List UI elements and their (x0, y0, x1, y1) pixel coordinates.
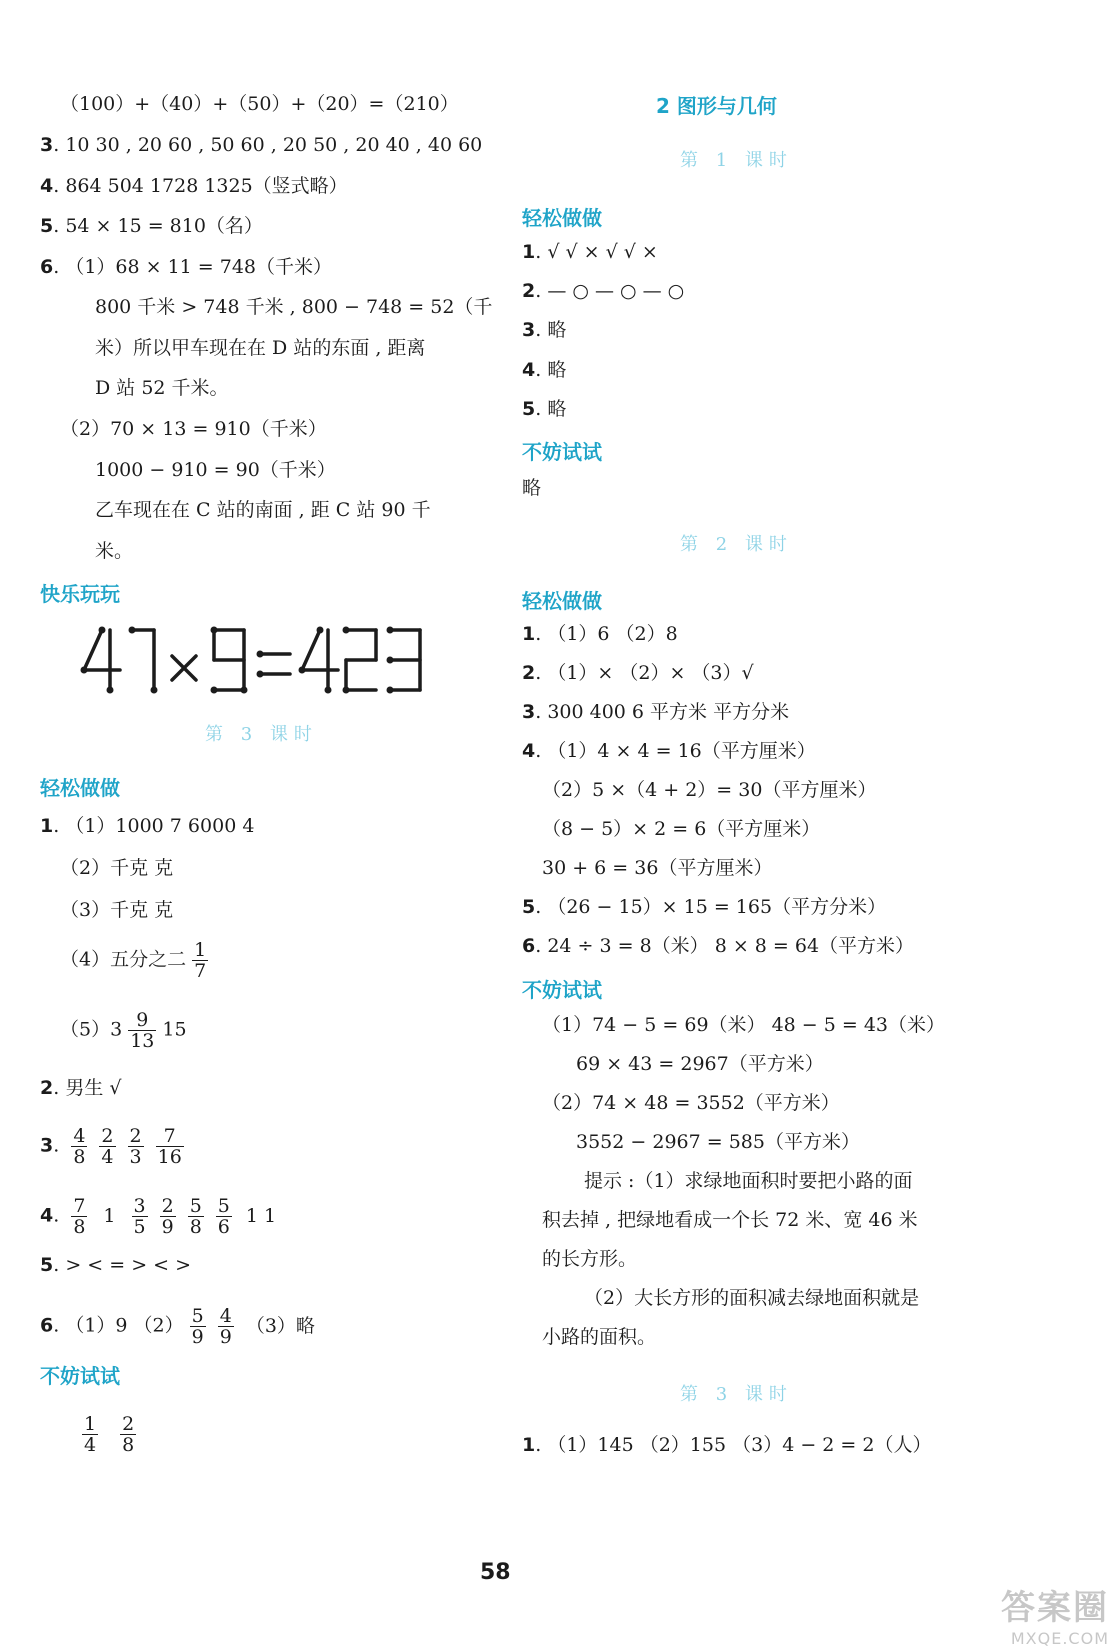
item-number: 5 (40, 215, 54, 237)
answer-line: （100）+（40）+（50）+（20）=（210） (60, 93, 459, 115)
hint-line: 提示 :（1）求绿地面积时要把小路的面 (584, 1170, 913, 1192)
answer-p3: 3. $\frac{4}{8}$ $\frac{2}{4}$ $\frac{2}{3}$ $\frac{7}{16}$ (40, 1125, 182, 1168)
answer-line: D 站 52 千米。 (95, 377, 229, 399)
section-heading-happy: 快乐玩玩 (40, 582, 120, 606)
watermark-title: 答案圈 (1001, 1588, 1109, 1628)
item-number: 4 (40, 175, 54, 197)
answer-s1: 1. （1）6 （2）8 (522, 623, 678, 645)
chapter-title: 2 图形与几何 (656, 94, 777, 118)
answer-p6: 6. （1）9 （2） $\frac{5}{9}$ $\frac{4}{9}$ （3）略 (40, 1305, 315, 1348)
item-text: 15 (162, 1018, 187, 1041)
fraction: $\frac{5}{9}$ (191, 1305, 204, 1348)
fraction: $\frac{2}{8}$ (122, 1413, 135, 1456)
item-text: . 10 30 , 20 60 , 50 60 , 20 50 , 20 40 , 40 60 (53, 134, 483, 156)
answer-s6: 6. 24 ÷ 3 = 8（米） 8 × 8 = 64（平方米） (522, 935, 915, 957)
item-text: （5）3 (60, 1018, 123, 1041)
fraction: $\frac{7}{16}$ (157, 1125, 182, 1168)
fraction: $\frac{1}{7}$ (194, 939, 207, 982)
lesson-title-2: 第 2 课时 (680, 534, 793, 555)
section-heading-try: 不妨试试 (522, 978, 602, 1002)
fraction: $\frac{2}{9}$ (161, 1195, 174, 1238)
answer-line: 30 + 6 = 36（平方厘米） (542, 857, 773, 879)
section-heading-easy: 轻松做做 (40, 776, 120, 800)
answer-p2 (40, 1076, 121, 1100)
matchstick-puzzle (80, 622, 460, 702)
answer-line: 3552 − 2967 = 585（平方米） (576, 1131, 860, 1153)
item-text: . 男生 √ (53, 1077, 122, 1099)
hint-line: 积去掉 , 把绿地看成一个长 72 米、宽 46 米 (542, 1209, 918, 1231)
answer-p4: 4. $\frac{7}{8}$ 1 $\frac{3}{5}$ $\frac{2}{9}$ $\frac{5}{8}$ $\frac{5}{6}$ 1 1 (40, 1195, 277, 1238)
watermark-logo (1001, 1580, 1109, 1648)
item-number: 4 (40, 1204, 54, 1227)
page-number: 58 (480, 1560, 511, 1585)
answer-r2: 2. — ○ — ○ — ○ (522, 280, 685, 302)
item-text: . 864 504 1728 1325（竖式略） (53, 175, 348, 197)
answer-line: 800 千米 > 748 千米 , 800 − 748 = 52（千 (95, 296, 493, 318)
item-number: 6 (40, 256, 54, 278)
answer-line: 69 × 43 = 2967（平方米） (576, 1053, 824, 1075)
answer-r1: 1. √ √ × √ √ × (522, 241, 658, 263)
answer-line: 米）所以甲车现在在 D 站的东面 , 距离 (95, 337, 426, 359)
answer-line: （3）千克 克 (60, 899, 174, 921)
item-text: . > < = > < > (53, 1254, 192, 1276)
answer-p1 (40, 814, 254, 838)
section-heading-try: 不妨试试 (522, 440, 602, 464)
lesson-title-3: 第 3 课时 (205, 724, 318, 745)
lesson-title-3: 第 3 课时 (680, 1384, 793, 1405)
lesson-title-1: 第 1 课时 (680, 150, 793, 171)
answer-line: 乙车现在在 C 站的南面 , 距 C 站 90 千 (95, 499, 431, 521)
item-number: 3 (40, 1134, 54, 1157)
answer-line: （8 − 5）× 2 = 6（平方厘米） (542, 818, 821, 840)
answer-p1d (60, 940, 214, 981)
fraction: $\frac{5}{6}$ (217, 1195, 230, 1238)
fraction: $\frac{4}{8}$ (73, 1125, 86, 1168)
answer-line: （2）千克 克 (60, 857, 174, 879)
section-heading-try: 不妨试试 (40, 1364, 120, 1388)
answer-r5: 5. 略 (522, 398, 567, 420)
item-number: 1 (40, 815, 54, 837)
section-heading-easy: 轻松做做 (522, 206, 602, 230)
answer-line: （2）70 × 13 = 910（千米） (60, 418, 327, 440)
fraction: $\frac{3}{5}$ (133, 1195, 146, 1238)
answer-q4 (40, 174, 348, 198)
answer-s4: 4. （1）4 × 4 = 16（平方厘米） (522, 740, 816, 762)
item-text: . （1）1000 7 6000 4 (53, 815, 255, 837)
item-text: （4）五分之二 (60, 948, 187, 971)
answer-line: （1）74 − 5 = 69（米） 48 − 5 = 43（米） (542, 1014, 946, 1036)
puzzle-text: 47×9=423 (80, 622, 86, 623)
fraction: $\frac{2}{3}$ (129, 1125, 142, 1168)
answer-s5: 5. （26 − 15）× 15 = 165（平方分米） (522, 896, 887, 918)
answer-try (76, 1414, 142, 1455)
answer-line: 1000 − 910 = 90（千米） (95, 459, 336, 481)
hint-line: （2）大长方形的面积减去绿地面积就是 (584, 1287, 920, 1309)
answer-q5 (40, 214, 263, 238)
answer-r4: 4. 略 (522, 359, 567, 381)
item-number: 5 (40, 1254, 54, 1276)
fraction: $\frac{7}{8}$ (73, 1195, 86, 1238)
answer-r3: 3. 略 (522, 319, 567, 341)
answer-q3 (40, 133, 482, 157)
answer-p5 (40, 1253, 191, 1277)
answer-line: 略 (522, 477, 542, 499)
item-text: . 54 × 15 = 810（名） (53, 215, 263, 237)
item-number: 2 (40, 1077, 54, 1099)
section-heading-easy: 轻松做做 (522, 589, 602, 613)
fraction: $\frac{1}{4}$ (84, 1413, 97, 1456)
fraction: $\frac{9}{13}$ (130, 1009, 155, 1052)
fraction: $\frac{2}{4}$ (101, 1125, 114, 1168)
fraction: $\frac{4}{9}$ (219, 1305, 232, 1348)
item-number: 6 (40, 1314, 54, 1337)
answer-u1: 1. （1）145 （2）155 （3）4 − 2 = 2（人） (522, 1434, 932, 1456)
answer-p1e (60, 1010, 187, 1051)
fraction: $\frac{5}{8}$ (189, 1195, 202, 1238)
answer-line: （2）74 × 48 = 3552（平方米） (542, 1092, 840, 1114)
item-number: 3 (40, 134, 54, 156)
answer-s2: 2. （1）× （2）× （3）√ (522, 662, 754, 684)
watermark-url: MXQE.COM (1010, 1629, 1109, 1648)
hint-line: 小路的面积。 (542, 1326, 657, 1348)
answer-line: （2）5 ×（4 + 2）= 30（平方厘米） (542, 779, 877, 801)
answer-line: 米。 (95, 540, 134, 562)
item-text: . （1）68 × 11 = 748（千米） (53, 256, 333, 278)
answer-q6 (40, 255, 332, 279)
answer-s3: 3. 300 400 6 平方米 平方分米 (522, 701, 790, 723)
hint-line: 的长方形。 (542, 1248, 638, 1270)
